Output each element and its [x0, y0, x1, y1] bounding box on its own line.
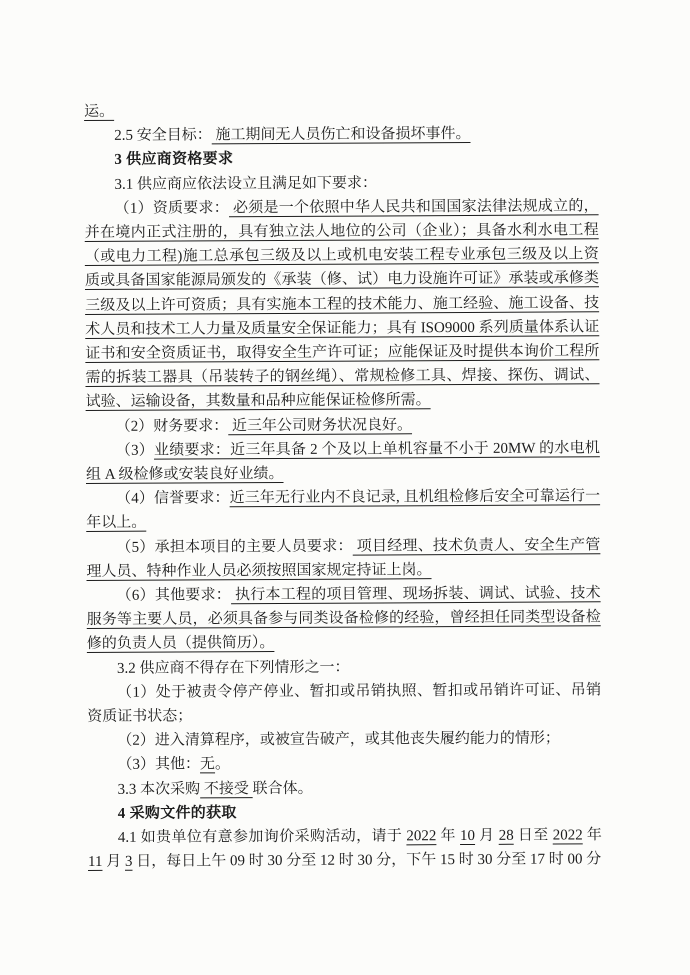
text-run-underlined: 无 — [199, 756, 216, 773]
text-run: （3）其他： — [117, 756, 201, 774]
text-run: （6）其他要求： — [116, 587, 232, 604]
text-run-underlined: 10 — [459, 828, 476, 845]
text-run: 。 — [214, 756, 231, 773]
paragraph-item-3-performance — [86, 436, 600, 487]
text-run: （3） — [115, 442, 155, 459]
text-run: 3.1 供应商应依法设立且满足如下要求： — [114, 175, 377, 193]
text-run-underlined: 运。 — [84, 103, 115, 120]
text-run: 3.3 本次采购 — [117, 781, 201, 798]
text-run: 3.2 供应商不得存在下列情形之一： — [116, 659, 350, 677]
text-run: （1）处于被责令停产停业、暂扣或吊销执照、暂扣或吊销许可证、吊销资质证书状态； — [87, 682, 602, 726]
text-run: 2.5 安全目标： — [114, 127, 212, 145]
paragraph-item-4-reputation — [86, 485, 600, 536]
heading-text: 4 采购文件的获取 — [117, 805, 237, 822]
paragraph-item-6-other — [87, 581, 601, 656]
text-run: （4）信誉要求： — [116, 490, 230, 508]
paragraph-3-2-item-3 — [87, 751, 601, 778]
text-run-underlined: 施工期间无人员伤亡和设备损坏事件。 — [211, 126, 471, 144]
paragraph-item-2-finance — [86, 412, 600, 439]
paragraph-item-1-qualification — [85, 194, 600, 415]
text-run-underlined: 3 — [124, 854, 133, 871]
text-run: 日，每日上午 09 时 30 分至 12 时 30 分，下午 15 时 30 分至 17 时 00 分 — [132, 851, 602, 871]
text-run-underlined: 28 — [498, 827, 514, 844]
text-run: （1）资质要求： — [114, 200, 230, 217]
text-run-underlined: 业绩要求：近三年具备 2 个及以上单机容量不小于 20MW 的水电机组 A 级检修或安装良好业绩。 — [85, 440, 600, 484]
paragraph-3-2 — [87, 654, 601, 681]
text-run-underlined: 近三年公司财务状况良好。 — [228, 416, 413, 434]
heading-3-supplier-qualification — [84, 146, 598, 173]
text-run-underlined: 必须是一个依照中华人民共和国国家法律法规成立的，并在境内正式注册的，具有独立法人地位的公司（企业）；具备水利水电工程（或电力工程)施工总承包三级及以上或机电安装工程专业承包三级及以上资质或具备国家能源局颁发的《承装（修、试）电力设施许可证》承装或承修类三级及以上许可资质；具有实施本工程的技术能力、施工经验、施工设备、技术人员和技术工人力量及质量安全保证能力；具有 ISO9000 系列质量体系认证证书和安全资质证书，取得安全生产许可证；应能保证及时提供本询价工程所需的拆装工器具（吊装转子的钢丝绳）、常规检修工具、焊接、探伤、调试、试验、运输设备，其数量和品种应能保证检修所需。 — [84, 198, 600, 411]
paragraph-3-2-item-1 — [87, 678, 601, 729]
text-run-underlined: 2022 — [406, 828, 437, 845]
text-run: （5）承担本项目的主要人员要求： — [116, 538, 353, 556]
paragraph-3-1 — [84, 170, 598, 197]
paragraph-3-3-consortium — [88, 775, 602, 802]
text-run-underlined: 近三年无行业内不良记录, 且机组检修后安全可靠运行一年以上。 — [86, 488, 601, 532]
heading-text: 3 供应商资格要求 — [114, 151, 234, 169]
paragraph-2-5-safety-goal — [84, 122, 598, 149]
document-text-block — [84, 97, 602, 874]
paragraph-4-1-schedule — [88, 823, 602, 874]
text-run: （2）进入清算程序，或被宣告破产，或其他丧失履约能力的情形； — [117, 730, 560, 750]
paragraph-item-5-key-personnel — [86, 533, 600, 584]
paragraph-continuation — [84, 97, 598, 124]
text-run-underlined: 项目经理、技术负责人、安全生产管理人员、特种作业人员必须按照国家规定持证上岗。 — [86, 536, 601, 580]
text-run: 日至 — [513, 827, 553, 844]
paragraph-3-2-item-2 — [87, 727, 601, 754]
text-run-underlined: 11 — [87, 854, 103, 871]
text-run: （2）财务要求： — [115, 417, 229, 435]
text-run: 年 — [582, 827, 602, 844]
text-run: 月 — [474, 827, 499, 845]
text-run: 联合体。 — [252, 780, 313, 797]
text-run-underlined: 不接受 — [200, 780, 253, 798]
text-run: 年 — [436, 828, 461, 845]
text-run-underlined: 2022 — [552, 827, 583, 844]
text-run-underlined: 执行本工程的项目管理、现场拆装、调试、试验、技术服务等主要人员，必须具备参与同类设备检修的经验，曾经担任同类型设备检修的负责人员（提供简历）。 — [86, 585, 601, 653]
text-run: 月 — [102, 854, 126, 871]
heading-4-document-acquisition — [88, 799, 602, 826]
text-run: 4.1 如贵单位有意参加询价采购活动，请于 — [117, 828, 407, 846]
